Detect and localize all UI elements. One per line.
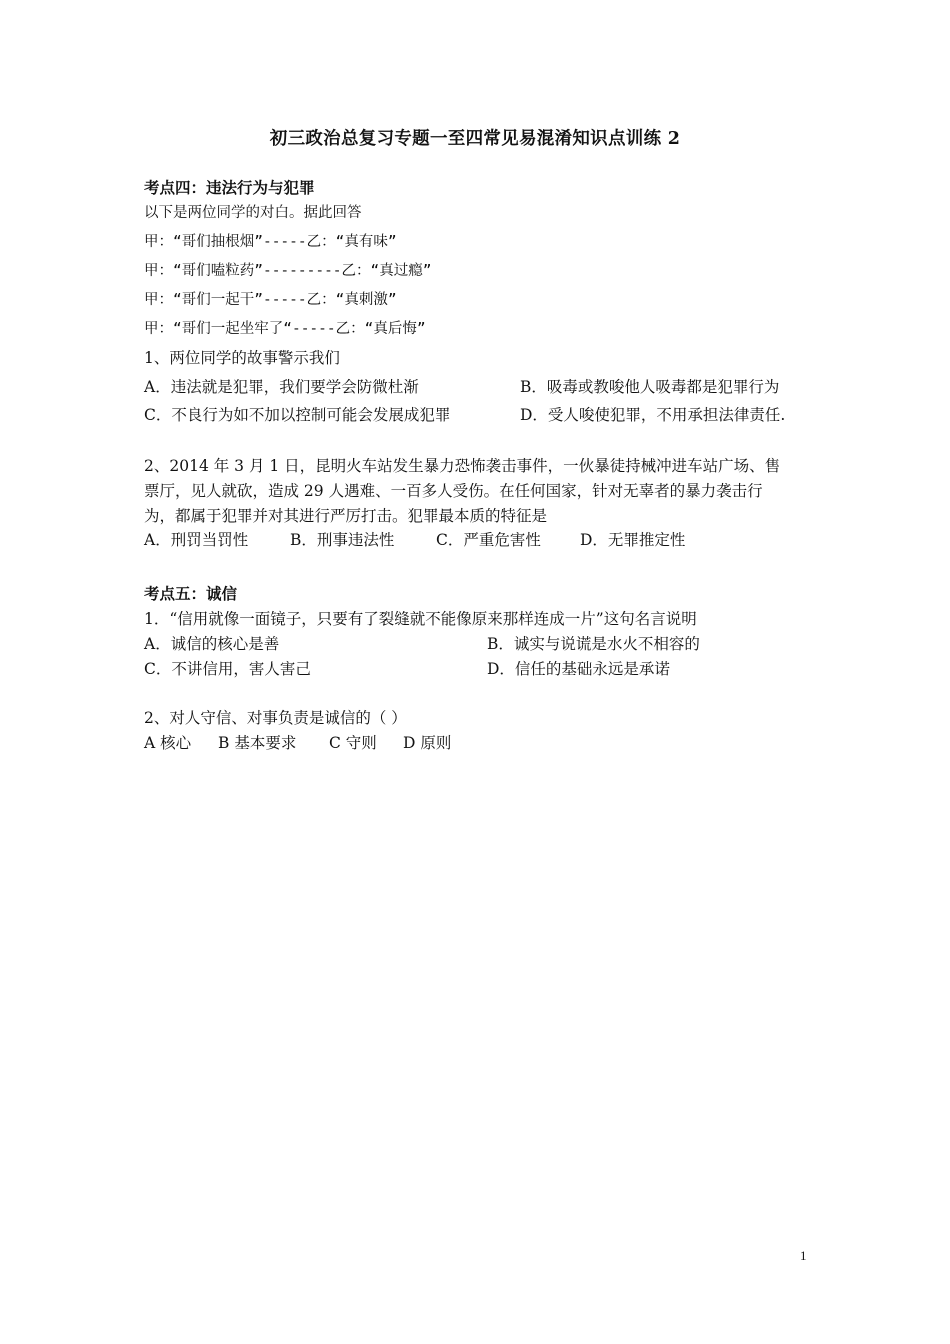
s5-q2-option-c: C 守则 (329, 734, 377, 752)
s5-q2-option-b: B 基本要求 (218, 734, 297, 752)
dialog-line-4: 甲：“哥们一起坐牢了“-----乙：“真后悔” (144, 321, 426, 337)
s5-q2-option-d: D 原则 (403, 734, 452, 752)
s5-q1-option-d: D．信任的基础永远是承诺 (487, 660, 670, 678)
page-title: 初三政治总复习专题一至四常见易混淆知识点训练 2 (269, 129, 681, 149)
s4-q2-line-2: 票厅，见人就砍，造成 29 人遇难、一百多人受伤。在任何国家，针对无辜者的暴力袭击行 (144, 482, 763, 500)
dialog-line-3: 甲：“哥们一起干”-----乙：“真刺激” (144, 292, 397, 308)
s4-q1-stem: 1、两位同学的故事警示我们 (144, 349, 340, 367)
s4-q2-option-b: B．刑事违法性 (290, 531, 395, 549)
s4-q1-option-c: C．不良行为如不加以控制可能会发展成犯罪 (144, 406, 451, 424)
s4-q2-option-d: D．无罪推定性 (580, 531, 686, 549)
dialog-line-1: 甲：“哥们抽根烟”-----乙：“真有味” (144, 234, 397, 250)
s5-q2-stem: 2、对人守信、对事负责是诚信的（ ） (144, 709, 407, 727)
s5-q1-option-a: A．诚信的核心是善 (144, 635, 280, 653)
s4-q1-option-d: D．受人唆使犯罪，不用承担法律责任. (520, 406, 786, 424)
s4-q2-option-c: C．严重危害性 (436, 531, 541, 549)
page-number: 1 (800, 1248, 807, 1263)
s5-q1-stem: 1．“信用就像一面镜子，只要有了裂缝就不能像原来那样连成一片”这句名言说明 (144, 610, 697, 628)
s4-q2-line-1: 2、2014 年 3 月 1 日，昆明火车站发生暴力恐怖袭击事件，一伙暴徒持械冲进车站广场、售 (144, 457, 781, 475)
s4-q1-option-b: B．吸毒或教唆他人吸毒都是犯罪行为 (520, 378, 780, 396)
section4-heading: 考点四：违法行为与犯罪 (144, 178, 315, 197)
section5-heading: 考点五：诚信 (144, 584, 238, 603)
s5-q1-option-b: B．诚实与说谎是水火不相容的 (487, 635, 700, 653)
s5-q2-option-a: A 核心 (144, 734, 192, 752)
s5-q1-option-c: C．不讲信用，害人害己 (144, 660, 311, 678)
s4-q2-line-3: 为，都属于犯罪并对其进行严厉打击。犯罪最本质的特征是 (144, 507, 548, 525)
s4-q2-option-a: A．刑罚当罚性 (144, 531, 249, 549)
section4-intro: 以下是两位同学的对白。据此回答 (144, 205, 362, 221)
s4-q1-option-a: A．违法就是犯罪，我们要学会防微杜渐 (144, 378, 419, 396)
dialog-line-2: 甲：“哥们嗑粒药”---------乙：“真过瘾” (144, 263, 432, 279)
